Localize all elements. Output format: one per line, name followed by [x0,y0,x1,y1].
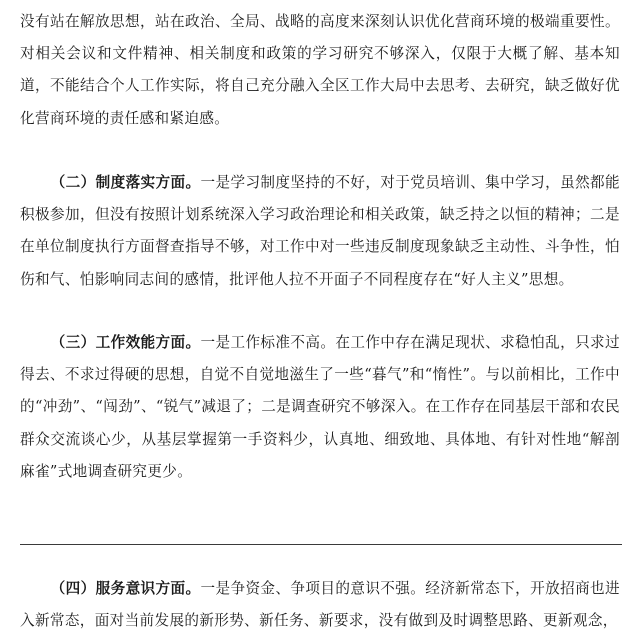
paragraph-text [20,6,620,135]
paragraph-text [20,167,620,296]
page-divider [20,544,622,545]
paragraph-text [20,573,620,637]
section-heading: （二）制度落实方面。 [50,174,201,191]
section-heading: （三）工作效能方面。 [50,334,201,351]
paragraph-institution-implementation [20,167,620,296]
section-heading: （四）服务意识方面。 [50,580,201,597]
paragraph-body: 一是学习制度坚持的不好，对于党员培训、集中学习，虽然都能积极参加，但没有按照计划系统深入学习政治理论和相关政策，缺乏持之以恒的精神；二是在单位制度执行方面督查指导不够，对工作中对一些违反制度现象缺乏主动性、斗争性，怕伤和气、怕影响同志间的感情，批评他人拉不开面子不同程度存在“好人主义”思想。 [20,174,620,288]
paragraph-awareness-continued [20,6,620,135]
paragraph-work-efficiency [20,327,620,488]
paragraph-body: 没有站在解放思想，站在政治、全局、战略的高度来深刻认识优化营商环境的极端重要性。对相关会议和文件精神、相关制度和政策的学习研究不够深入，仅限于大概了解、基本知道，不能结合个人工作实际，将自己充分融入全区工作大局中去思考、去研究，缺乏做好优化营商环境的责任感和紧迫感。 [20,13,620,127]
paragraph-text [20,327,620,488]
paragraph-body: 一是争资金、争项目的意识不强。经济新常态下，开放招商也进入新常态，面对当前发展的新形势、新任务、新要求，没有做到及时调整思路、更新观念， [20,580,620,630]
paragraph-body: 一是工作标准不高。在工作中存在满足现状、求稳怕乱，只求过得去、不求过得硬的思想，自觉不自觉地滋生了一些“暮气”和“惰性”。与以前相比，工作中的“冲劲”、“闯劲”、“锐气”减退了；二是调查研究不够深入。在工作存在同基层干部和农民群众交流谈心少，从基层掌握第一手资料少，认真地、细致地、具体地、有针对性地“解剖麻雀”式地调查研究更少。 [20,334,620,480]
paragraph-service-awareness [20,573,620,637]
